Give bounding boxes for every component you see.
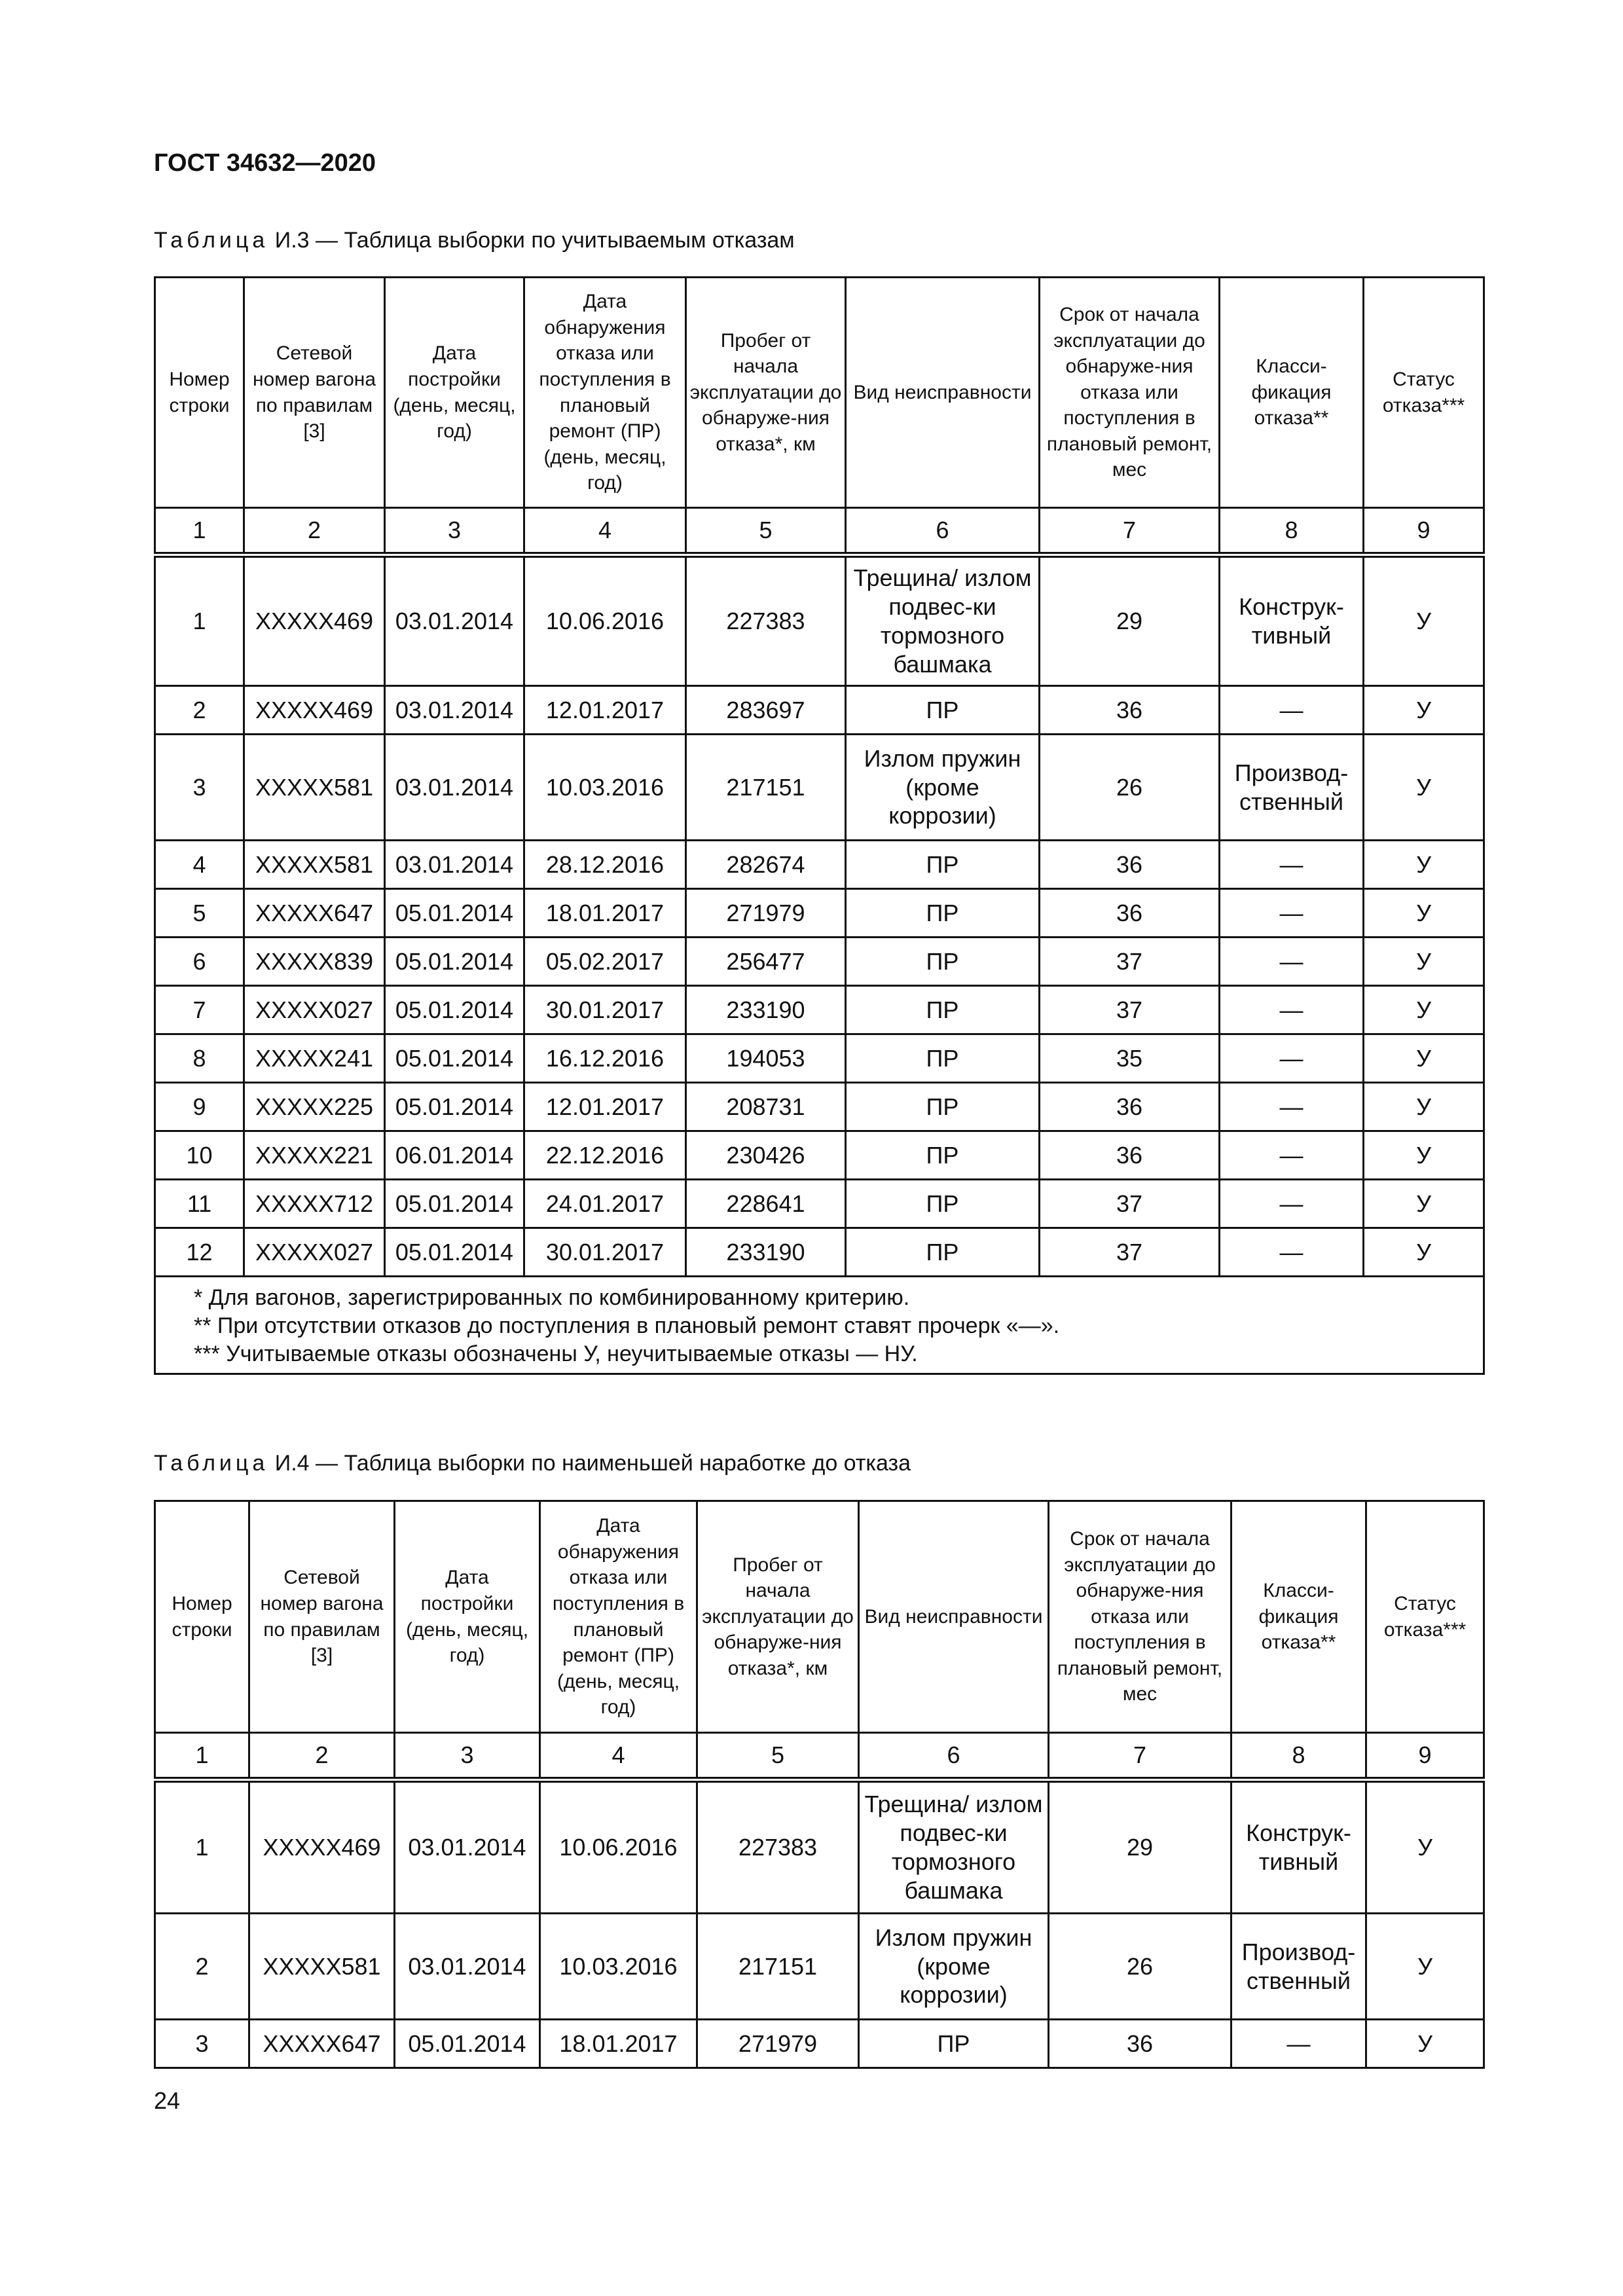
- table-cell: XXXXX581: [249, 1914, 395, 2020]
- table-cell: 18.01.2017: [524, 889, 686, 938]
- table-cell: 10.03.2016: [540, 1914, 697, 2020]
- table-row: [155, 555, 1484, 686]
- column-number: 3: [385, 508, 524, 555]
- table3: [154, 276, 1485, 1375]
- table-cell: —: [1231, 2020, 1366, 2068]
- table-cell: 7: [155, 986, 244, 1034]
- table-cell: У: [1366, 1780, 1484, 1914]
- table-cell: Трещина/ излом подвес-ки тормозного башмака: [859, 1780, 1049, 1914]
- table-cell: 03.01.2014: [385, 555, 524, 686]
- col-header: Пробег от начала эксплуатации до обнаруже-ния отказа*, км: [697, 1501, 859, 1733]
- col-header: Пробег от начала эксплуатации до обнаруже-ния отказа*, км: [686, 278, 846, 508]
- table-cell: ПР: [846, 1083, 1040, 1131]
- table-cell: 05.01.2014: [385, 1034, 524, 1083]
- col-header: Вид неисправности: [859, 1501, 1049, 1733]
- table-cell: Производ-ственный: [1231, 1914, 1366, 2020]
- column-number: 9: [1364, 508, 1484, 555]
- table-cell: 03.01.2014: [385, 735, 524, 841]
- table-cell: 2: [155, 1914, 249, 2020]
- table-row: [155, 2020, 1484, 2068]
- table-row: [155, 986, 1484, 1034]
- table-cell: 35: [1040, 1034, 1220, 1083]
- table4: [154, 1500, 1485, 2069]
- table-cell: 05.01.2014: [385, 986, 524, 1034]
- table-cell: 03.01.2014: [395, 1914, 540, 2020]
- table-cell: 10.03.2016: [524, 735, 686, 841]
- table-cell: У: [1364, 938, 1484, 986]
- table-cell: ПР: [846, 938, 1040, 986]
- table-row: [155, 889, 1484, 938]
- table-cell: XXXXX241: [244, 1034, 385, 1083]
- table-row: [155, 1034, 1484, 1083]
- table3-header-row: [155, 278, 1484, 508]
- column-number: 7: [1040, 508, 1220, 555]
- col-header: Вид неисправности: [846, 278, 1040, 508]
- table-cell: 26: [1049, 1914, 1231, 2020]
- table-row: [155, 735, 1484, 841]
- footnote-1: * Для вагонов, зарегистрированных по комбинированному критерию.: [194, 1285, 910, 1310]
- table-cell: 24.01.2017: [524, 1180, 686, 1228]
- document-header: ГОСТ 34632—2020: [154, 149, 376, 177]
- table3-caption-text: И.3 — Таблица выборки по учитываемым отказам: [274, 228, 795, 253]
- table-cell: 256477: [686, 938, 846, 986]
- table-row: [155, 686, 1484, 735]
- table-row: [155, 841, 1484, 889]
- table-cell: 10.06.2016: [524, 555, 686, 686]
- col-header: Сетевой номер вагона по правилам [3]: [244, 278, 385, 508]
- table-cell: 36: [1040, 1131, 1220, 1180]
- column-number: 1: [155, 508, 244, 555]
- table4-caption: [154, 1451, 911, 1476]
- table-cell: 30.01.2017: [524, 986, 686, 1034]
- table3-caption: [154, 228, 795, 253]
- col-header: Дата обнаружения отказа или поступления в плановый ремонт (ПР) (день, месяц, год): [540, 1501, 697, 1733]
- table-cell: XXXXX469: [244, 555, 385, 686]
- table-cell: 05.01.2014: [385, 1180, 524, 1228]
- table-cell: XXXXX647: [249, 2020, 395, 2068]
- table-row: [155, 1131, 1484, 1180]
- table-cell: У: [1364, 1131, 1484, 1180]
- table-cell: 271979: [686, 889, 846, 938]
- table-cell: XXXXX581: [244, 735, 385, 841]
- table-cell: 16.12.2016: [524, 1034, 686, 1083]
- table-cell: 36: [1040, 889, 1220, 938]
- table-cell: 3: [155, 735, 244, 841]
- col-header: Дата постройки (день, месяц, год): [395, 1501, 540, 1733]
- col-header: Класси-фикация отказа**: [1231, 1501, 1366, 1733]
- table-cell: У: [1364, 841, 1484, 889]
- table-cell: ПР: [859, 2020, 1049, 2068]
- table-cell: —: [1220, 1083, 1364, 1131]
- table-cell: 37: [1040, 1228, 1220, 1277]
- table-cell: 233190: [686, 986, 846, 1034]
- table-cell: 37: [1040, 1180, 1220, 1228]
- table-cell: 208731: [686, 1083, 846, 1131]
- table-cell: 10: [155, 1131, 244, 1180]
- table-cell: 36: [1049, 2020, 1231, 2068]
- table-cell: 29: [1049, 1780, 1231, 1914]
- table-row: [155, 1780, 1484, 1914]
- table-cell: 217151: [697, 1914, 859, 2020]
- table-cell: 6: [155, 938, 244, 986]
- table-cell: 271979: [697, 2020, 859, 2068]
- table-cell: —: [1220, 1180, 1364, 1228]
- table-cell: XXXXX712: [244, 1180, 385, 1228]
- table-cell: 283697: [686, 686, 846, 735]
- table-cell: 11: [155, 1180, 244, 1228]
- table-cell: XXXXX581: [244, 841, 385, 889]
- col-header: Срок от начала эксплуатации до обнаруже-ния отказа или поступления в плановый ремонт, мес: [1049, 1501, 1231, 1733]
- column-number: 3: [395, 1733, 540, 1780]
- table-cell: 05.01.2014: [385, 1228, 524, 1277]
- table-cell: —: [1220, 1131, 1364, 1180]
- table-cell: 26: [1040, 735, 1220, 841]
- table-cell: 12.01.2017: [524, 686, 686, 735]
- table-cell: 1: [155, 1780, 249, 1914]
- footnote-2: ** При отсутствии отказов до поступления в плановый ремонт ставят прочерк «—».: [194, 1313, 1060, 1338]
- table-cell: У: [1364, 986, 1484, 1034]
- table-cell: 4: [155, 841, 244, 889]
- table-cell: У: [1364, 555, 1484, 686]
- col-header: Дата обнаружения отказа или поступления в плановый ремонт (ПР) (день, месяц, год): [524, 278, 686, 508]
- table-cell: ПР: [846, 1228, 1040, 1277]
- table3-caption-word: Таблица: [154, 228, 269, 253]
- column-number: 2: [244, 508, 385, 555]
- table-cell: XXXXX647: [244, 889, 385, 938]
- table4-column-number-row: [155, 1733, 1484, 1780]
- table-cell: 227383: [697, 1780, 859, 1914]
- column-number: 8: [1220, 508, 1364, 555]
- table-cell: 03.01.2014: [385, 686, 524, 735]
- table-cell: ПР: [846, 1131, 1040, 1180]
- table-cell: —: [1220, 686, 1364, 735]
- table-row: [155, 1914, 1484, 2020]
- table-cell: 36: [1040, 686, 1220, 735]
- table-cell: У: [1364, 1083, 1484, 1131]
- table-cell: Излом пружин (кроме коррозии): [859, 1914, 1049, 2020]
- table-cell: 37: [1040, 986, 1220, 1034]
- table-cell: 05.01.2014: [385, 1083, 524, 1131]
- table-cell: 05.01.2014: [385, 889, 524, 938]
- table3-column-number-row: [155, 508, 1484, 555]
- table-cell: —: [1220, 889, 1364, 938]
- table-cell: 28.12.2016: [524, 841, 686, 889]
- col-header: Дата постройки (день, месяц, год): [385, 278, 524, 508]
- table-cell: XXXXX469: [249, 1780, 395, 1914]
- table-cell: XXXXX225: [244, 1083, 385, 1131]
- table-cell: 18.01.2017: [540, 2020, 697, 2068]
- col-header: Статус отказа***: [1366, 1501, 1484, 1733]
- col-header: Класси-фикация отказа**: [1220, 278, 1364, 508]
- column-number: 4: [540, 1733, 697, 1780]
- table-row: [155, 1228, 1484, 1277]
- table-cell: 05.01.2014: [395, 2020, 540, 2068]
- table-cell: 03.01.2014: [385, 841, 524, 889]
- table4-caption-text: И.4 — Таблица выборки по наименьшей наработке до отказа: [274, 1451, 911, 1476]
- table-cell: 05.01.2014: [385, 938, 524, 986]
- footnote-3: *** Учитываемые отказы обозначены У, неучитываемые отказы — НУ.: [194, 1341, 918, 1366]
- table-cell: 3: [155, 2020, 249, 2068]
- col-header: Срок от начала эксплуатации до обнаруже-ния отказа или поступления в плановый ремонт, мес: [1040, 278, 1220, 508]
- table-cell: XXXXX221: [244, 1131, 385, 1180]
- table-cell: —: [1220, 1228, 1364, 1277]
- table-row: [155, 1083, 1484, 1131]
- table-cell: 1: [155, 555, 244, 686]
- table-cell: ПР: [846, 1034, 1040, 1083]
- column-number: 6: [859, 1733, 1049, 1780]
- table-cell: XXXXX027: [244, 986, 385, 1034]
- table-row: [155, 938, 1484, 986]
- table-cell: 233190: [686, 1228, 846, 1277]
- table-cell: XXXXX469: [244, 686, 385, 735]
- table-cell: 227383: [686, 555, 846, 686]
- table-cell: У: [1364, 1034, 1484, 1083]
- table-cell: 12: [155, 1228, 244, 1277]
- page-number: 24: [154, 2087, 181, 2114]
- table-cell: 228641: [686, 1180, 846, 1228]
- table-cell: 29: [1040, 555, 1220, 686]
- table-cell: У: [1366, 2020, 1484, 2068]
- table-cell: 10.06.2016: [540, 1780, 697, 1914]
- table-cell: У: [1364, 1180, 1484, 1228]
- table-cell: 37: [1040, 938, 1220, 986]
- table-cell: XXXXX027: [244, 1228, 385, 1277]
- table-cell: 03.01.2014: [395, 1780, 540, 1914]
- table-cell: 05.02.2017: [524, 938, 686, 986]
- table-cell: 06.01.2014: [385, 1131, 524, 1180]
- column-number: 5: [686, 508, 846, 555]
- column-number: 8: [1231, 1733, 1366, 1780]
- table-cell: 282674: [686, 841, 846, 889]
- table-cell: ПР: [846, 1180, 1040, 1228]
- table-cell: Конструк-тивный: [1231, 1780, 1366, 1914]
- col-header: Сетевой номер вагона по правилам [3]: [249, 1501, 395, 1733]
- table-cell: У: [1364, 1228, 1484, 1277]
- table-cell: ПР: [846, 686, 1040, 735]
- table-cell: 217151: [686, 735, 846, 841]
- column-number: 5: [697, 1733, 859, 1780]
- table-cell: —: [1220, 841, 1364, 889]
- table-cell: 8: [155, 1034, 244, 1083]
- column-number: 9: [1366, 1733, 1484, 1780]
- table-cell: Производ-ственный: [1220, 735, 1364, 841]
- table-cell: Трещина/ излом подвес-ки тормозного башмака: [846, 555, 1040, 686]
- table-cell: Излом пружин (кроме коррозии): [846, 735, 1040, 841]
- table-cell: 22.12.2016: [524, 1131, 686, 1180]
- column-number: 4: [524, 508, 686, 555]
- table3-notes-row: [155, 1277, 1484, 1374]
- table-cell: ПР: [846, 841, 1040, 889]
- table-cell: 9: [155, 1083, 244, 1131]
- column-number: 6: [846, 508, 1040, 555]
- table-cell: 230426: [686, 1131, 846, 1180]
- table-cell: У: [1364, 686, 1484, 735]
- col-header: Номер строки: [155, 278, 244, 508]
- table-cell: 5: [155, 889, 244, 938]
- column-number: 7: [1049, 1733, 1231, 1780]
- table-cell: 2: [155, 686, 244, 735]
- col-header: Номер строки: [155, 1501, 249, 1733]
- table-cell: XXXXX839: [244, 938, 385, 986]
- table-cell: 36: [1040, 841, 1220, 889]
- table-cell: —: [1220, 938, 1364, 986]
- table-cell: —: [1220, 986, 1364, 1034]
- table-cell: У: [1364, 735, 1484, 841]
- table-row: [155, 1180, 1484, 1228]
- table-cell: 36: [1040, 1083, 1220, 1131]
- column-number: 1: [155, 1733, 249, 1780]
- table-cell: У: [1364, 889, 1484, 938]
- table-cell: 194053: [686, 1034, 846, 1083]
- table-cell: ПР: [846, 986, 1040, 1034]
- table-cell: 12.01.2017: [524, 1083, 686, 1131]
- table4-header-row: [155, 1501, 1484, 1733]
- table-cell: ПР: [846, 889, 1040, 938]
- column-number: 2: [249, 1733, 395, 1780]
- table3-footnotes: [155, 1277, 1484, 1374]
- table-cell: Конструк-тивный: [1220, 555, 1364, 686]
- table-cell: 30.01.2017: [524, 1228, 686, 1277]
- table-cell: У: [1366, 1914, 1484, 2020]
- col-header: Статус отказа***: [1364, 278, 1484, 508]
- table4-caption-word: Таблица: [154, 1451, 269, 1476]
- table-cell: —: [1220, 1034, 1364, 1083]
